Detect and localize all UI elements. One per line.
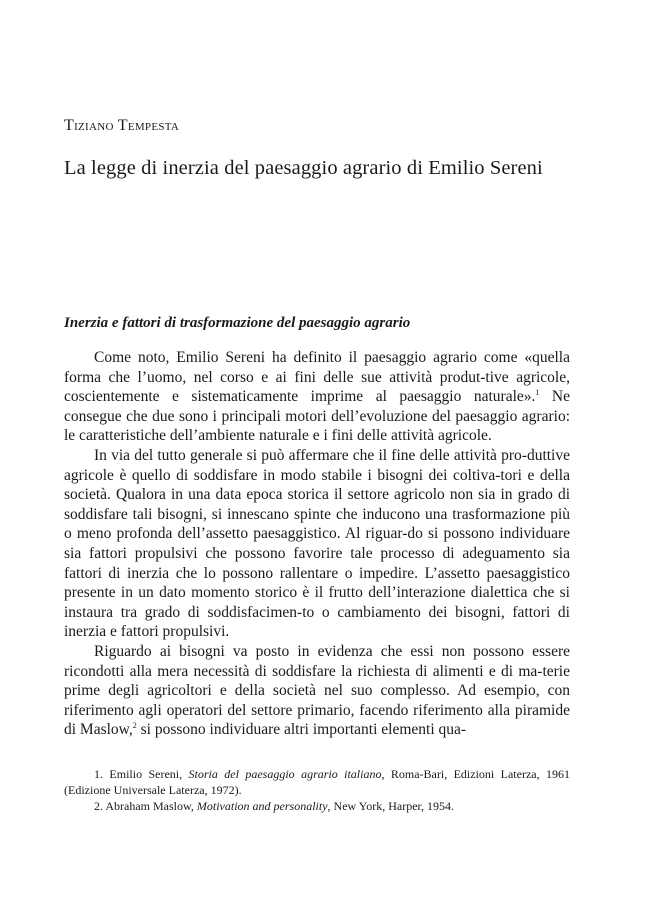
footnote-1-title: Storia del paesaggio agrario italiano (188, 767, 382, 781)
footnote-2-number: 2. (94, 799, 103, 813)
chapter-title: La legge di inerzia del paesaggio agrario di Emilio Sereni (64, 157, 543, 179)
paragraph-3-text: Riguardo ai bisogni va posto in evidenza che essi non possono essere ricondotti alla mera necessità di soddisfare la richiesta di alimenti e di ma-terie prime degli agricoltori e della società nel suo complesso. Ad esempio, con riferimento agli operatori del settore primario, facendo riferimento alla piramide di Maslow, (64, 642, 570, 739)
footnote-2-author: Abraham Maslow, (105, 799, 194, 813)
footnote-1-author: Emilio Sereni, (109, 767, 183, 781)
paragraph-2: In via del tutto generale si può affermare che il fine delle attività pro-duttive agricole è quello di soddisfare in modo stabile i bisogni dei coltiva-tori e della società. Qualora in una data epoca storica il settore agricolo non sia in grado di soddisfare tali bisogni, si innescano spinte che inducono una trasformazione più o meno profonda dell’assetto paesaggistico. Al riguar-do si possono individuare sia fattori propulsivi che possono favorire tale processo di adeguamento sia fattori di inerzia che lo possono rallentare o impedire. L’assetto paesaggistico presente in un dato momento storico è il frutto dell’interazione dialettica che si instaura tra grado di soddisfacimen-to o cambiamento dei bisogni, fattori di inerzia e fattori propulsivi. (64, 446, 570, 641)
paragraph-1-text-cont: Ne consegue che due sono i principali motori dell’evoluzione del paesaggio agrario: le caratteristiche dell’ambiente naturale e i fini delle attività agricole. (64, 388, 571, 445)
paragraph-1-text: Come noto, Emilio Sereni ha definito il paesaggio agrario come «quella forma che l’uomo, nel corso e ai fini delle sue attività produt-tive agricole, coscientemente e sistematicamente imprime al paesaggio naturale». (64, 349, 570, 406)
footnote-2 (64, 798, 570, 814)
footnote-2-rest: , New York, Harper, 1954. (327, 799, 455, 813)
paragraph-3 (64, 642, 570, 740)
footnote-1 (64, 766, 570, 798)
footnote-1-rest: , Roma-Bari, Edizioni Laterza, 1961 (Edizione Universale Laterza, 1972). (64, 767, 571, 797)
footnotes (64, 766, 570, 814)
footnote-2-title: Motivation and personality (196, 799, 328, 813)
chapter-author: Tiziano Tempesta (64, 117, 180, 134)
section-heading: Inerzia e fattori di trasformazione del paesaggio agrario (64, 315, 411, 331)
body-text (64, 348, 570, 740)
paragraph-1 (64, 348, 570, 446)
footnote-1-number: 1. (94, 767, 103, 781)
footnote-ref-1: 1 (535, 388, 540, 398)
paragraph-3-text-cont: si possono individuare altri importanti elementi qua- (136, 721, 467, 739)
footnote-ref-2: 2 (132, 721, 137, 731)
